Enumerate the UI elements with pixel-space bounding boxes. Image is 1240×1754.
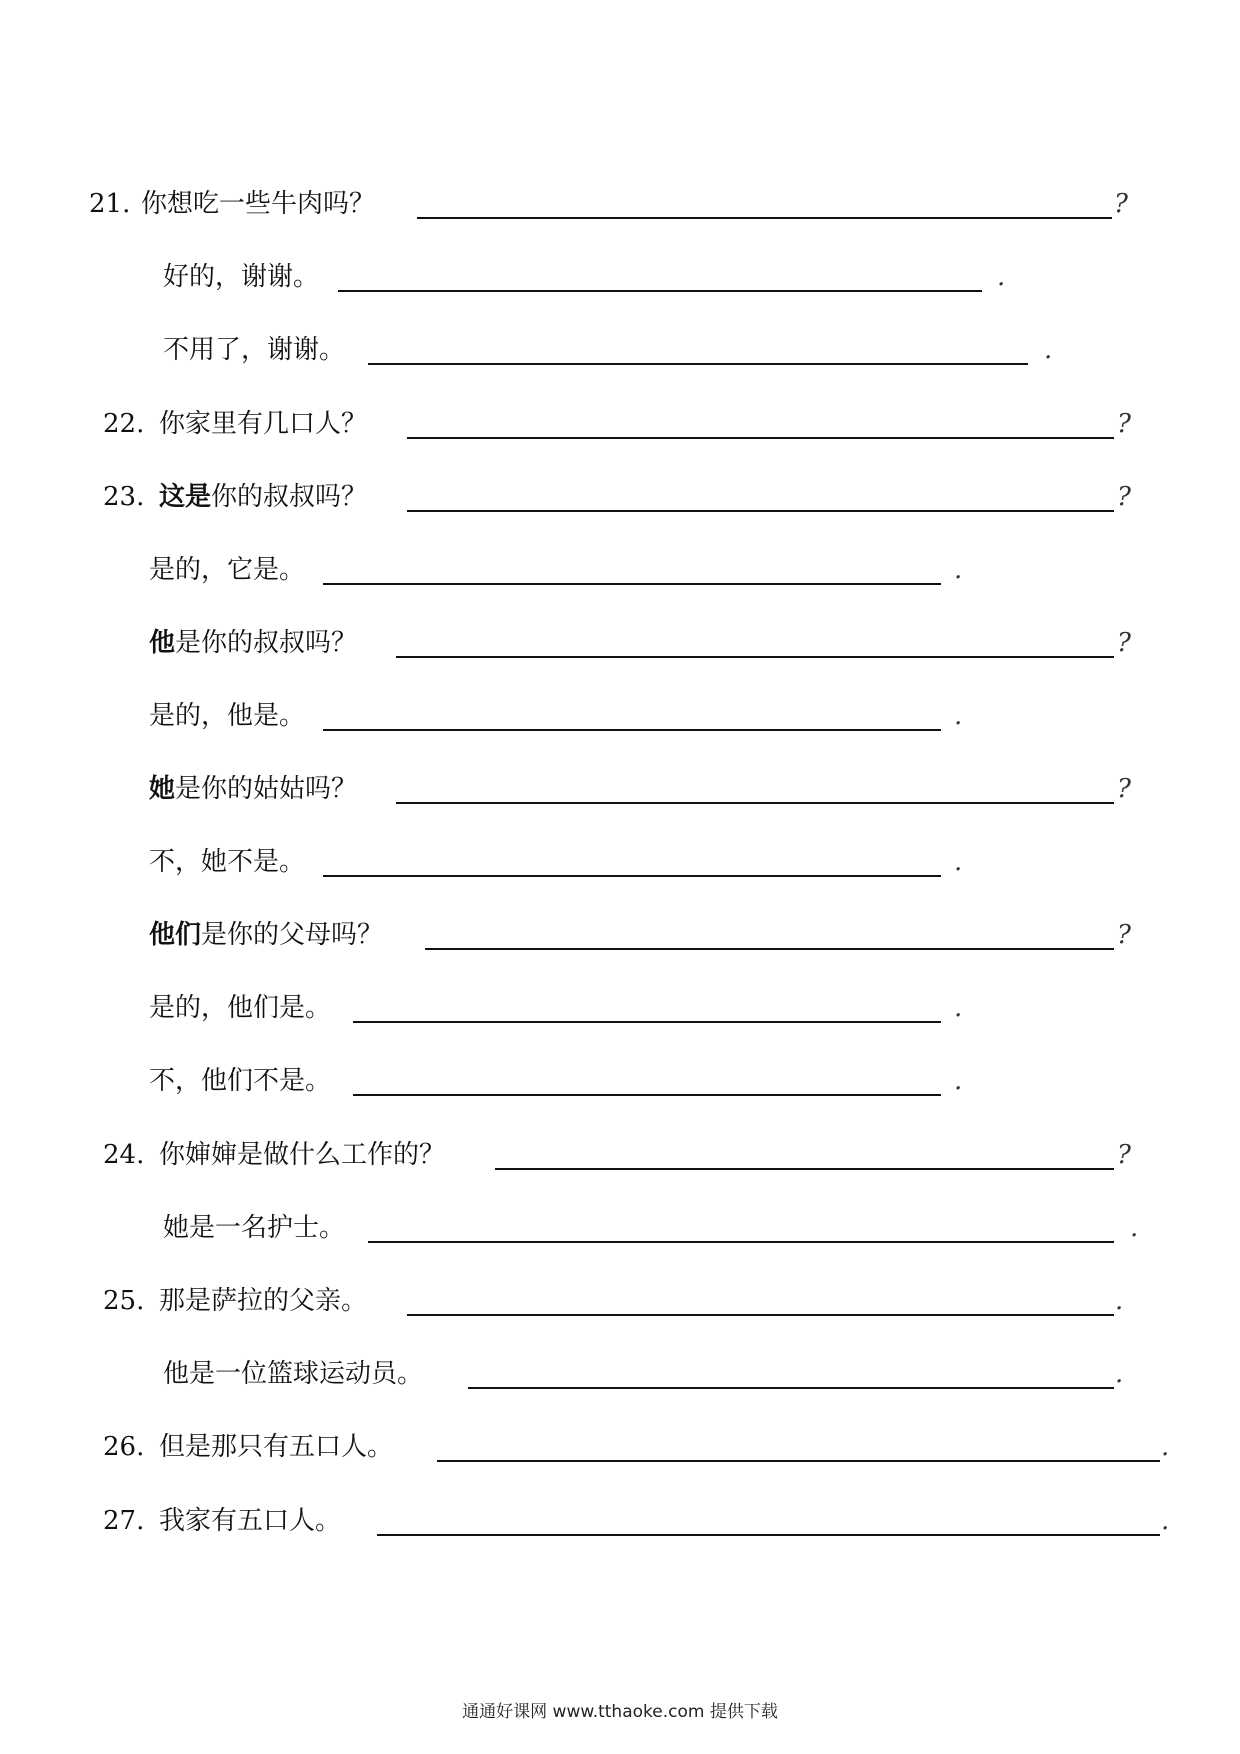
emphasis: 这是 (159, 482, 212, 512)
end-punctuation: ? (1117, 628, 1131, 658)
emphasis: 她 (149, 774, 176, 804)
end-punctuation: ? (1117, 920, 1131, 950)
prompt-text (149, 628, 357, 658)
exercise-number: 26. (103, 1432, 145, 1462)
answer-line[interactable] (495, 1168, 1114, 1170)
end-punctuation: . (1161, 1432, 1170, 1462)
answer-line[interactable] (437, 1460, 1160, 1462)
answer-line[interactable] (396, 656, 1114, 658)
prompt-text (159, 482, 367, 512)
prompt-text: 她是一名护士。 (163, 1213, 346, 1243)
prompt-text: 你家里有几口人？ (159, 409, 368, 439)
answer-line[interactable] (407, 1314, 1114, 1316)
prompt-text: 你想吃一些牛肉吗？ (141, 189, 376, 219)
answer-line[interactable] (468, 1387, 1114, 1389)
answer-line[interactable] (417, 217, 1112, 219)
prompt-text (149, 920, 383, 950)
answer-line[interactable] (407, 437, 1114, 439)
answer-line[interactable] (425, 948, 1114, 950)
end-punctuation: . (954, 993, 963, 1023)
end-punctuation: . (1044, 335, 1053, 365)
prompt-rest: 你的叔叔吗？ (211, 482, 368, 512)
end-punctuation: . (954, 701, 963, 731)
end-punctuation: ? (1114, 189, 1128, 219)
exercise-number: 25. (103, 1286, 145, 1316)
prompt-text: 是的，他们是。 (149, 993, 332, 1023)
prompt-rest: 是你的姑姑吗？ (175, 774, 358, 804)
prompt-rest: 是你的叔叔吗？ (175, 628, 358, 658)
emphasis: 他 (149, 628, 176, 658)
end-punctuation: . (1115, 1359, 1124, 1389)
prompt-text: 他是一位篮球运动员。 (163, 1359, 424, 1389)
end-punctuation: . (997, 262, 1006, 292)
answer-line[interactable] (396, 802, 1114, 804)
answer-line[interactable] (368, 363, 1028, 365)
answer-line[interactable] (323, 875, 941, 877)
answer-line[interactable] (407, 510, 1114, 512)
prompt-text: 是的，它是。 (149, 555, 306, 585)
exercise-number: 23. (103, 482, 145, 512)
prompt-text: 那是萨拉的父亲。 (159, 1286, 368, 1316)
answer-line[interactable] (353, 1094, 941, 1096)
prompt-text: 你婶婶是做什么工作的？ (159, 1140, 446, 1170)
end-punctuation: . (1161, 1506, 1170, 1536)
end-punctuation: ? (1117, 1140, 1131, 1170)
prompt-text: 是的，他是。 (149, 701, 306, 731)
end-punctuation: ? (1117, 774, 1131, 804)
exercise-number: 21. (89, 189, 131, 219)
answer-line[interactable] (338, 290, 982, 292)
prompt-text: 不用了，谢谢。 (163, 335, 346, 365)
prompt-text: 但是那只有五口人。 (159, 1432, 394, 1462)
end-punctuation: . (954, 1066, 963, 1096)
footer-credit: 通通好课网 www.tthaoke.com 提供下载 (462, 1702, 778, 1722)
prompt-rest: 是你的父母吗？ (201, 920, 384, 950)
answer-line[interactable] (377, 1534, 1160, 1536)
end-punctuation: . (1130, 1213, 1139, 1243)
exercise-number: 27. (103, 1506, 145, 1536)
end-punctuation: . (1115, 1286, 1124, 1316)
prompt-text: 不，她不是。 (149, 847, 306, 877)
exercise-number: 24. (103, 1140, 145, 1170)
answer-line[interactable] (323, 583, 941, 585)
exercise-number: 22. (103, 409, 145, 439)
prompt-text (149, 774, 357, 804)
prompt-text: 我家有五口人。 (159, 1506, 342, 1536)
emphasis: 他们 (149, 920, 202, 950)
answer-line[interactable] (353, 1021, 941, 1023)
end-punctuation: ? (1117, 409, 1131, 439)
answer-line[interactable] (368, 1241, 1114, 1243)
end-punctuation: . (954, 555, 963, 585)
end-punctuation: . (954, 847, 963, 877)
prompt-text: 不，他们不是。 (149, 1066, 332, 1096)
answer-line[interactable] (323, 729, 941, 731)
end-punctuation: ? (1117, 482, 1131, 512)
prompt-text: 好的，谢谢。 (163, 262, 320, 292)
